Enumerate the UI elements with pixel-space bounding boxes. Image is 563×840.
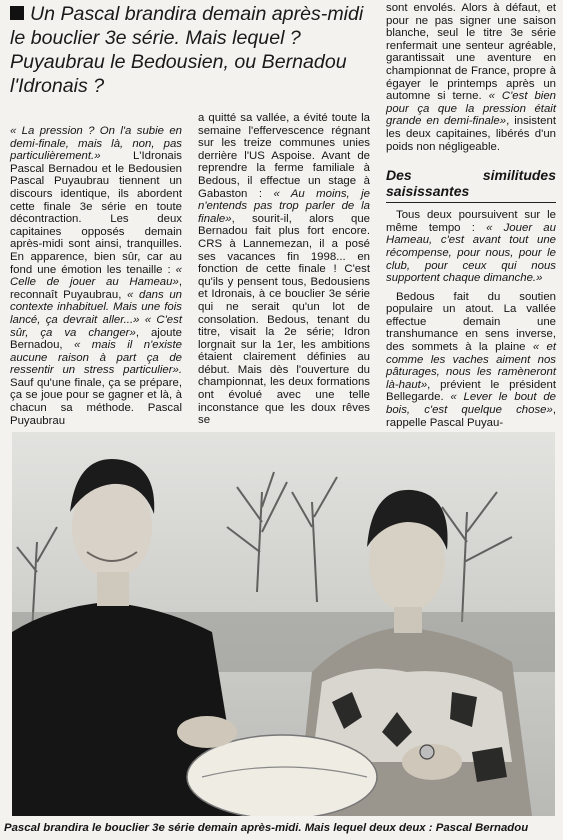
body-text: , rappelle Pascal Puyau- <box>386 404 556 429</box>
square-bullet-icon <box>10 6 24 20</box>
quote: « La pression ? On l'a subie en demi-finale, mais là, non, pas particulièrement.» <box>10 125 182 163</box>
col1-paragraph <box>10 125 182 427</box>
subheading-rule <box>386 202 556 203</box>
quote: « mais il n'existe aucune raison à part ça de ressentir un stress particulier». <box>10 339 182 377</box>
headline <box>10 2 375 98</box>
body-text: Tous deux poursuivent sur le même tempo : <box>386 209 556 234</box>
body-text: , reconnaît Puyaubrau, <box>10 276 182 301</box>
body-text: a quitté sa vallée, a évité toute la semaine l'effervescence régnant sur les treize communes unies derrière l'US Aspoise. Avant de reprendre la ferme familiale à Bedous, il effectue un stage à Gabaston : <box>198 112 370 200</box>
body-text: Bedous fait du soutien populaire un atout. La vallée effectue demain une transhumance en sens inverse, des sommets à la plaine <box>386 290 556 354</box>
headline-text: Un Pascal brandira demain après-midi le bouclier 3e série. Mais lequel ? Puyaubrau le Bedousien, ou Bernadou l'Idronais ? <box>10 3 364 97</box>
subheading: Des similitudes saisissantes <box>386 167 556 200</box>
article-column-1 <box>10 125 182 427</box>
photo-caption: Pascal brandira le bouclier 3e série demain après-midi. Mais lequel deux deux : Pascal Bernadou <box>4 822 529 834</box>
quote: « Jouer au Hameau, c'est avant tout une récompense, pour nous, pour le club, pour ceux qui nous supportent chaque dimanche.» <box>386 221 556 285</box>
quote: « et comme les vaches aiment nos pâturages, nous les ramèneront là-haut» <box>386 341 557 391</box>
quote: « dans un contexte inhabituel. Mais une fois lancé, ça devrait aller...» <box>10 288 182 326</box>
col3-paragraph-1 <box>386 2 556 153</box>
body-text: , ajoute Bernadou, <box>10 326 182 352</box>
quote: « Celle de jouer au Hameau» <box>10 263 183 289</box>
article-column-3 <box>386 2 556 429</box>
quote: « C'est sûr, ça va changer» <box>10 313 182 339</box>
article-column-2 <box>198 112 370 427</box>
body-text: , prévient le président Bellegarde. <box>386 378 556 404</box>
body-text: Sauf qu'une finale, ça se prépare, ça se joue pour se gagner et là, à chacun sa méthode. Pascal Puyaubrau <box>10 376 182 427</box>
body-text: L'Idronais Pascal Bernadou et le Bedousien Pascal Puyaubrau tiennent un discours identique, ils abordent cette finale 3e série en toute décontraction. Les deux capitaines opposés demain après-midi sont ainsi, tranquilles. En apparence, bien sûr, car au fond une émotion les tenaille : <box>10 150 182 276</box>
body-text: , insistent les deux capitaines, libérés d'un poids non négligeable. <box>386 115 556 153</box>
quote: « Lever le bout de bois, c'est quelque chose» <box>386 391 556 417</box>
photo-two-players-with-rugby-ball <box>12 432 555 816</box>
body-text: sont envolés. Alors à défaut, et pour ne pas signer une saison blanche, seul le titre 3e série renfermait une senteur agréable, garantissait une aventure en championnat de France, propre à égayer le printemps après un automne si terne. <box>386 2 556 103</box>
quote: « C'est bien pour ça que la pression était grande en demi-finale» <box>386 90 556 128</box>
quote: « Au moins, je n'entends pas trop parler de la finale» <box>198 187 370 225</box>
body-text: , sourit-il, alors que Bernadou fait plus fort encore. CRS à Lannemezan, il a posé ses vacances fin 1998... en fonction de cette finale ! C'est qu'ils y pensent tous, Bedousiens et Idronais, à ce bouclier 3e série qui ne serait qu'un lot de consolation. Bedous, tenant du titre, visait la 2e série; Idron lorgnait sur la 1er, les ambitions étaient clairement définies au début. Mais dès l'ouverture du championnat, les deux formations ont évolué avec une telle inconstance que les doux rêves se <box>198 212 370 427</box>
photo-illustration <box>12 432 555 816</box>
col3-paragraph-2 <box>386 209 556 285</box>
col3-paragraph-3 <box>386 291 556 430</box>
col2-paragraph <box>198 112 370 427</box>
